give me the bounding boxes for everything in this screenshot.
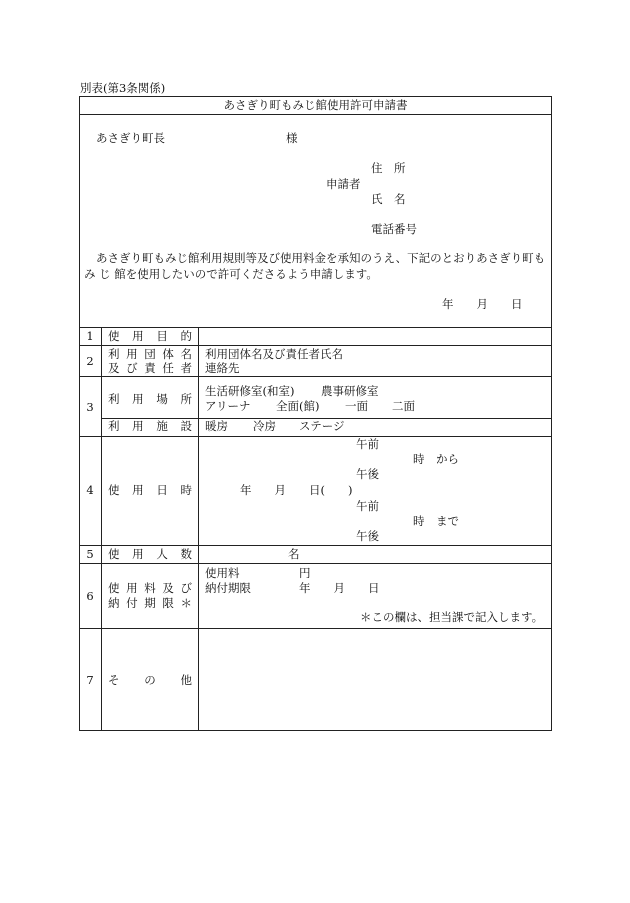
col-num-rule — [101, 327, 102, 731]
label-purpose: 使 用 目 的 — [108, 329, 192, 343]
row-number-6: 6 — [86, 589, 94, 603]
label-facility: 利 用 施 設 — [108, 419, 192, 433]
label-people: 使 用 人 数 — [108, 547, 192, 561]
form-frame — [79, 96, 552, 731]
office-use-note: ＊この欄は、担当課で記入します。 — [360, 610, 544, 624]
row-number-1: 1 — [86, 329, 94, 343]
option-arena-one: 一面 — [345, 399, 368, 413]
rule-row2 — [79, 376, 552, 377]
fee-yen: 円 — [299, 566, 311, 580]
option-heating: 暖房 — [205, 419, 228, 433]
body-text-line1: あさぎり町もみじ館利用規則等及び使用料金を承知のうえ、下記のとおりあさぎり町も — [96, 251, 546, 265]
label-fee-line2: 納 付 期 限 ＊ — [108, 596, 192, 610]
label-fee-line1: 使 用 料 及 び — [108, 581, 192, 595]
use-date: 年 月 日( ) — [240, 483, 353, 497]
rule-row6 — [79, 628, 552, 629]
phone-label: 電話番号 — [371, 222, 417, 236]
rule-row4 — [79, 545, 552, 546]
rule-title — [79, 114, 552, 115]
option-arena-full: 全面(館) — [276, 399, 320, 413]
option-cooling: 冷房 — [253, 419, 276, 433]
col-label-rule — [198, 327, 199, 731]
rule-row1 — [79, 345, 552, 346]
label-group-line2: 及 び 責 任 者 — [108, 361, 192, 375]
end-am: 午前 — [356, 499, 379, 513]
label-datetime: 使 用 日 時 — [108, 483, 192, 497]
rule-row3 — [79, 436, 552, 437]
option-stage: ステージ — [299, 419, 345, 433]
option-japanese-room: 生活研修室(和室) — [205, 384, 295, 398]
fee-label: 使用料 — [205, 566, 240, 580]
start-from: 時 から — [413, 452, 459, 466]
applicant-label: 申請者 — [326, 177, 361, 191]
end-pm: 午後 — [356, 529, 379, 543]
form-title: あさぎり町もみじ館使用許可申請書 — [223, 98, 408, 112]
contact-field: 連絡先 — [205, 361, 240, 375]
row-number-7: 7 — [86, 673, 94, 687]
deadline-label: 納付期限 — [205, 581, 251, 595]
row-number-5: 5 — [86, 547, 94, 561]
body-text-line2: み じ 館を使用したいので許可くださるよう申請します。 — [84, 267, 378, 281]
start-am: 午前 — [356, 437, 379, 451]
rule-intro — [79, 327, 552, 328]
label-other: そ の 他 — [108, 673, 192, 687]
deadline-date: 年 月 日 — [299, 581, 380, 595]
start-pm: 午後 — [356, 467, 379, 481]
option-arena: アリーナ — [205, 399, 251, 413]
address-label: 住 所 — [371, 161, 406, 175]
people-unit: 名 — [288, 547, 300, 561]
honorific: 様 — [286, 131, 298, 145]
addressee: あさぎり町長 — [96, 131, 165, 145]
header-note: 別表(第3条関係) — [80, 81, 166, 95]
end-until: 時 まで — [413, 514, 459, 528]
group-name-field: 利用団体名及び責任者氏名 — [205, 347, 343, 361]
row-number-2: 2 — [86, 354, 94, 368]
name-label: 氏 名 — [371, 192, 406, 206]
label-place: 利 用 場 所 — [108, 392, 192, 406]
option-agri-room: 農事研修室 — [321, 384, 379, 398]
option-arena-two: 二面 — [392, 399, 415, 413]
application-date: 年 月 日 — [442, 297, 523, 311]
row-number-4: 4 — [86, 483, 94, 497]
row-number-3: 3 — [86, 400, 94, 414]
label-group-line1: 利 用 団 体 名 — [108, 347, 192, 361]
rule-row5 — [79, 563, 552, 564]
